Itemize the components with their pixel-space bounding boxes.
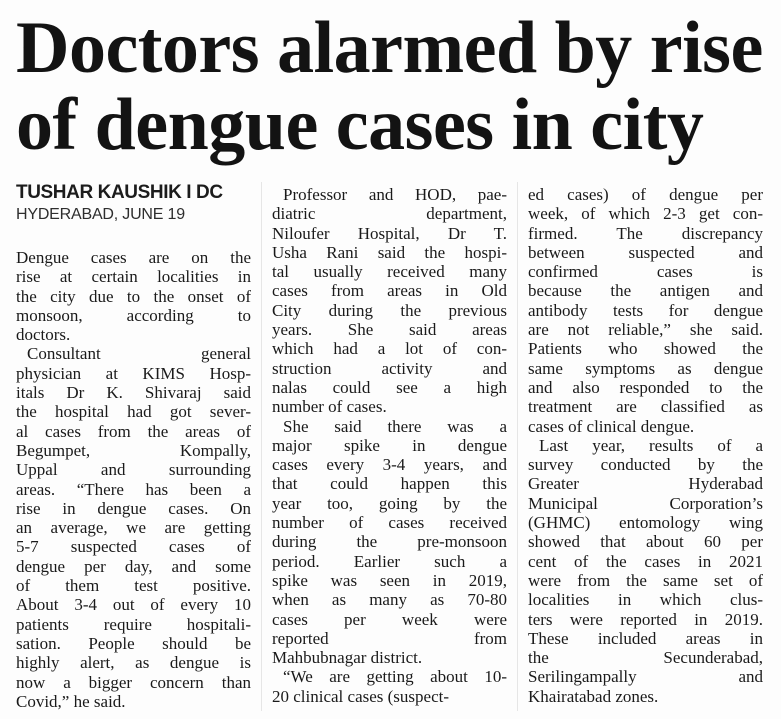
text-line: She said there was a: [283, 416, 507, 436]
column-1-text: [16, 248, 251, 711]
text-line: Serilingampally and: [528, 667, 763, 687]
text-line: cases per week were: [272, 609, 507, 629]
text-line: reported from: [272, 628, 507, 648]
text-line: rise at certain localities in: [16, 267, 251, 287]
text-line: al cases from the areas of: [16, 421, 251, 441]
byline: TUSHAR KAUSHIK I DC: [16, 182, 223, 203]
text-line: survey conducted by the: [528, 455, 763, 475]
text-line: now a bigger concern than: [16, 672, 251, 692]
text-line: of them test positive.: [16, 576, 251, 596]
text-line: “We are getting about 10-: [283, 667, 507, 687]
text-line: same symptoms as dengue: [528, 358, 763, 378]
text-line: antibody tests for dengue: [528, 300, 763, 320]
text-line: Dengue cases are on the: [16, 248, 251, 267]
text-line: week, of which 2-3 get con-: [528, 204, 763, 224]
text-line: diatric department,: [272, 204, 507, 224]
text-line: ters were reported in 2019.: [528, 609, 763, 629]
headline-line-2: of dengue cases in city: [16, 84, 704, 166]
text-line: cases from areas in Old: [272, 281, 507, 301]
text-line: Niloufer Hospital, Dr T.: [272, 223, 507, 243]
text-line: Uppal and surrounding: [16, 460, 251, 480]
text-line: number of cases received: [272, 513, 507, 533]
text-line: Greater Hyderabad: [528, 474, 763, 494]
text-line: itals Dr K. Shivaraj said: [16, 383, 251, 403]
dateline: HYDERABAD, JUNE 19: [16, 206, 185, 223]
column-3: [517, 182, 763, 711]
column-1: [16, 182, 251, 711]
text-line: period. Earlier such a: [272, 551, 507, 571]
text-line: year too, going by the: [272, 493, 507, 513]
text-line: are not reliable,” she said.: [528, 320, 763, 340]
text-line: doctors.: [16, 325, 71, 345]
column-2-text: [272, 182, 507, 706]
text-line: firmed. The discrepancy: [528, 223, 763, 243]
text-line: that could happen this: [272, 474, 507, 494]
text-line: (GHMC) entomology wing: [528, 513, 763, 533]
article-columns: [16, 182, 763, 711]
text-line: ed cases) of dengue per: [528, 185, 763, 204]
text-line: rise in dengue cases. On: [16, 498, 251, 518]
text-line: Municipal Corporation’s: [528, 493, 763, 513]
text-line: the city due to the onset of: [16, 286, 251, 306]
text-line: between suspected and: [528, 242, 763, 262]
text-line: showed that about 60 per: [528, 532, 763, 552]
headline-line-1: Doctors alarmed by rise: [16, 7, 763, 89]
text-line: Usha Rani said the hospi-: [272, 242, 507, 262]
headline: [16, 7, 763, 166]
text-line: years. She said areas: [272, 320, 507, 340]
text-line: 5-7 suspected cases of: [16, 537, 251, 557]
text-line: cases every 3-4 years, and: [272, 455, 507, 475]
text-line: Covid,” he said.: [16, 691, 126, 711]
text-line: Patients who showed the: [528, 339, 763, 359]
text-line: About 3-4 out of every 10: [16, 595, 251, 615]
text-line: Mahbubnagar district.: [272, 648, 423, 668]
newspaper-clipping: [16, 7, 763, 711]
text-line: highly alert, as dengue is: [16, 653, 251, 673]
column-2: [261, 182, 507, 711]
text-line: physician at KIMS Hosp-: [16, 363, 251, 383]
column-3-text: [528, 182, 763, 706]
text-line: treatment are classified as: [528, 397, 763, 417]
text-line: 20 clinical cases (suspect-: [272, 686, 450, 706]
text-line: number of cases.: [272, 397, 387, 417]
text-line: confirmed cases is: [528, 262, 763, 282]
text-line: during the pre-monsoon: [272, 532, 507, 552]
text-line: Khairatabad zones.: [528, 686, 659, 706]
text-line: These included areas in: [528, 628, 763, 648]
text-line: tal usually received many: [272, 262, 507, 282]
text-line: the hospital had got sever-: [16, 402, 251, 422]
text-line: were from the same set of: [528, 570, 763, 590]
text-line: nalas could see a high: [272, 377, 507, 397]
text-line: areas. “There has been a: [16, 479, 251, 499]
text-line: sation. People should be: [16, 633, 251, 653]
text-line: major spike in dengue: [272, 435, 507, 455]
text-line: Begumpet, Kompally,: [16, 440, 251, 460]
text-line: and also responded to the: [528, 377, 763, 397]
text-line: the Secunderabad,: [528, 648, 763, 668]
text-line: localities in which clus-: [528, 590, 763, 610]
text-line: struction activity and: [272, 358, 507, 378]
text-line: cent of the cases in 2021: [528, 551, 763, 571]
text-line: dengue per day, and some: [16, 556, 251, 576]
text-line: Last year, results of a: [539, 435, 763, 455]
text-line: patients require hospitali-: [16, 614, 251, 634]
text-line: City during the previous: [272, 300, 507, 320]
text-line: monsoon, according to: [16, 305, 251, 325]
text-line: Consultant general: [27, 344, 251, 364]
text-line: when as many as 70-80: [272, 590, 507, 610]
text-line: spike was seen in 2019,: [272, 570, 507, 590]
text-line: cases of clinical dengue.: [528, 416, 695, 436]
text-line: which had a lot of con-: [272, 339, 507, 359]
text-line: because the antigen and: [528, 281, 763, 301]
text-line: Professor and HOD, pae-: [283, 185, 507, 204]
text-line: an average, we are getting: [16, 518, 251, 538]
